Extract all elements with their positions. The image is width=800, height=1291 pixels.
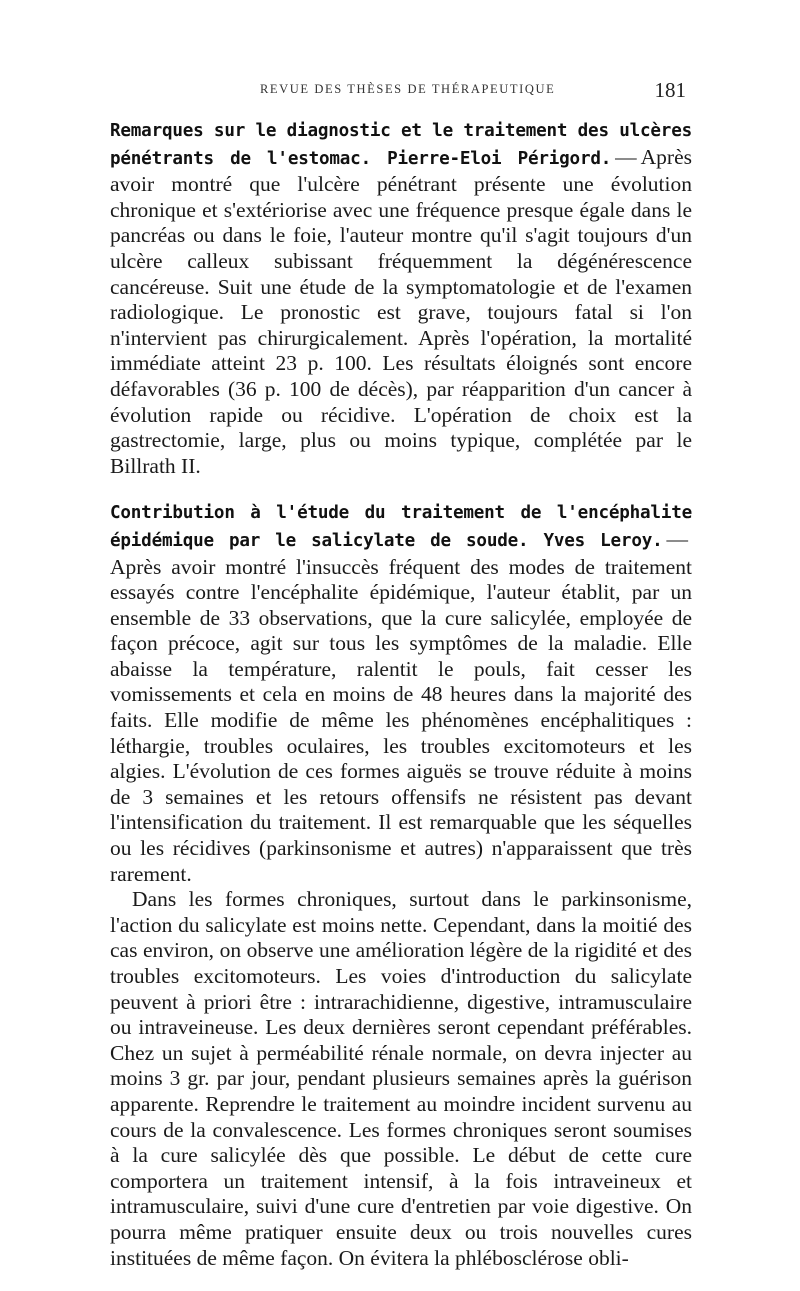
entry-dash: —: [666, 526, 688, 551]
thesis-entry-perigord: [110, 117, 692, 479]
entry-title: Contribution à l'étude du traitement de l'encéphalite épidémique par le salicylate de soude. Yves Leroy.: [110, 503, 692, 551]
page-number: 181: [654, 78, 686, 102]
entry-continuation-paragraph: Dans les formes chroniques, surtout dans le parkinsonisme, l'action du salicylate est moins nette. Cependant, dans la moitié des cas environ, on observe une amélioration légère de la rigidité et des troubles excitomoteurs. Les voies d'introduction du salicylate peuvent à priori être : intrarachidienne, digestive, intramusculaire ou intraveineuse. Les deux dernières seront cependant préférables. Chez un sujet à perméabilité rénale normale, on devra injecter au moins 3 gr. par jour, pendant plusieurs semaines après la guérison apparente. Reprendre le traitement au moindre incident survenu au cours de la convalescence. Les formes chroniques seront soumises à la cure salicylée dès que possible. Le début de cette cure comportera un traitement intensif, à la fois intraveineux et intramusculaire, suivi d'une cure d'entretien par voie digestive. On pourra même pratiquer ensuite deux ou trois nouvelles cures instituées de même façon. On évitera la phlébosclérose obli-: [110, 887, 692, 1270]
entry-dash: —: [615, 144, 637, 169]
entry-title: Remarques sur le diagnostic et le traitement des ulcères pénétrants de l'estomac. Pierre-Eloi Périgord.: [110, 121, 692, 169]
entry-text: Après avoir montré que l'ulcère pénétrant présente une évolution chronique et s'extériorise avec une fréquence presque égale dans le pancréas ou dans le foie, l'auteur montre qu'il s'agit toujours d'un ulcère calleux subissant fréquemment la dégénérescence cancéreuse. Suit une étude de la symptomatologie et de l'examen radiologique. Le pronostic est grave, toujours fatal si l'on n'intervient pas chirurgicalement. Après l'opération, la mortalité immédiate atteint 23 p. 100. Les résultats éloignés sont encore défavorables (36 p. 100 de décès), par réapparition d'un cancer à évolution rapide ou récidive. L'opération de choix est la gastrectomie, large, plus ou moins typique, complétée par le Billrath II.: [110, 144, 692, 478]
entry-text: Après avoir montré l'insuccès fréquent des modes de traitement essayés contre l'encéphalite épidémique, l'auteur établit, par un ensemble de 33 observations, que la cure salicylée, employée de façon précoce, agit sur tous les symptômes de la maladie. Elle abaisse la température, ralentit le pouls, fait cesser les vomissements et cela en moins de 48 heures dans la majorité des faits. Elle modifie de même les phénomènes encéphalitiques : léthargie, troubles oculaires, les troubles excitomoteurs et les algies. L'évolution de ces formes aiguës se trouve réduite à moins de 3 semaines et les retours offensifs ne résistent pas devant l'intensification du traitement. Il est remarquable que les séquelles ou les récidives (parkinsonisme et autres) n'apparaissent que très rarement.: [110, 554, 692, 886]
entry-paragraph: [110, 117, 692, 479]
page-header: [110, 80, 690, 110]
page-body: [110, 117, 692, 1291]
entry-paragraph: [110, 499, 692, 887]
thesis-entry-leroy: [110, 499, 692, 1271]
running-title: REVUE DES THÈSES DE THÉRAPEUTIQUE: [260, 82, 556, 96]
